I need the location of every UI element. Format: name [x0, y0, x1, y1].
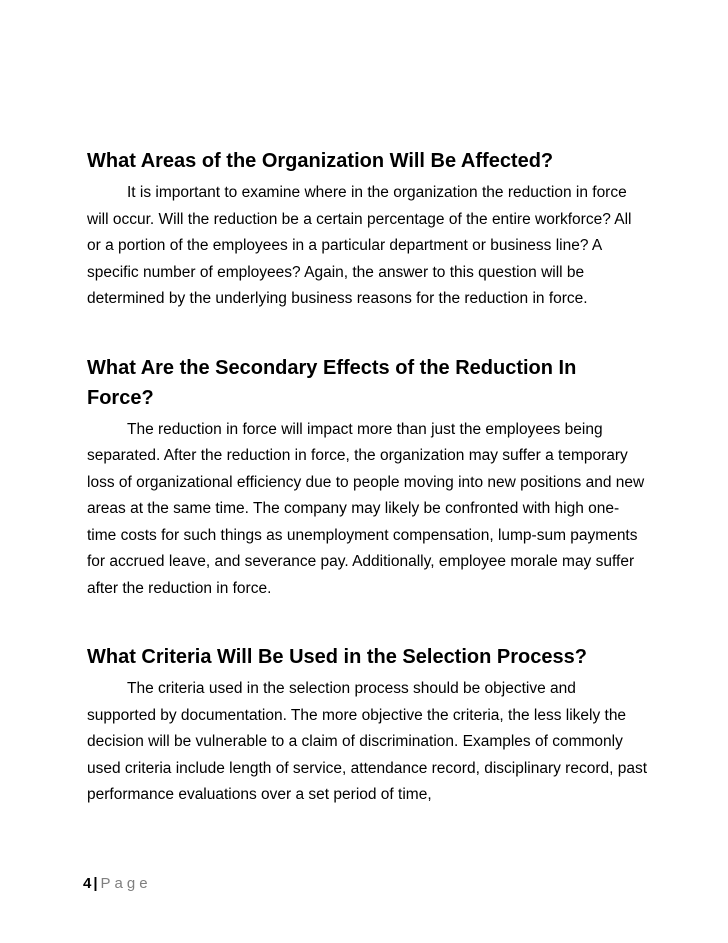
- section-body: The criteria used in the selection process should be objective and supported by documentation. The more objective the criteria, the less likely the decision will be vulnerable to a claim of discrimination. Examples of commonly used criteria include length of service, attendance record, disciplinary record, past performance evaluations over a set period of time,: [87, 680, 648, 803]
- page-label: Page: [100, 875, 152, 892]
- page-number: 4: [83, 875, 92, 892]
- section-heading: What Criteria Will Be Used in the Selection Process?: [87, 646, 587, 668]
- footer-separator: |: [93, 875, 98, 892]
- section-areas-affected: [87, 146, 647, 313]
- section-body: It is important to examine where in the organization the reduction in force will occur. Will the reduction be a certain percentage of the entire workforce? All or a portion of the employees in a particular department or business line? A specific number of employees? Again, the answer to this question will be determined by the underlying business reasons for the reduction in force.: [87, 184, 632, 307]
- section-secondary-effects: [87, 353, 647, 603]
- section-heading: What Are the Secondary Effects of the Reduction In Force?: [87, 356, 577, 409]
- section-heading: What Areas of the Organization Will Be Affected?: [87, 150, 554, 172]
- section-selection-criteria: [87, 642, 647, 809]
- page-content: [87, 146, 647, 809]
- page-footer: [83, 874, 152, 894]
- section-body: The reduction in force will impact more than just the employees being separated. After the reduction in force, the organization may suffer a temporary loss of organizational efficiency due to people moving into new positions and new areas at the same time. The company may likely be confronted with high one-time costs for such things as unemployment compensation, lump-sum payments for accrued leave, and severance pay. Additionally, employee morale may suffer after the reduction in force.: [87, 420, 645, 597]
